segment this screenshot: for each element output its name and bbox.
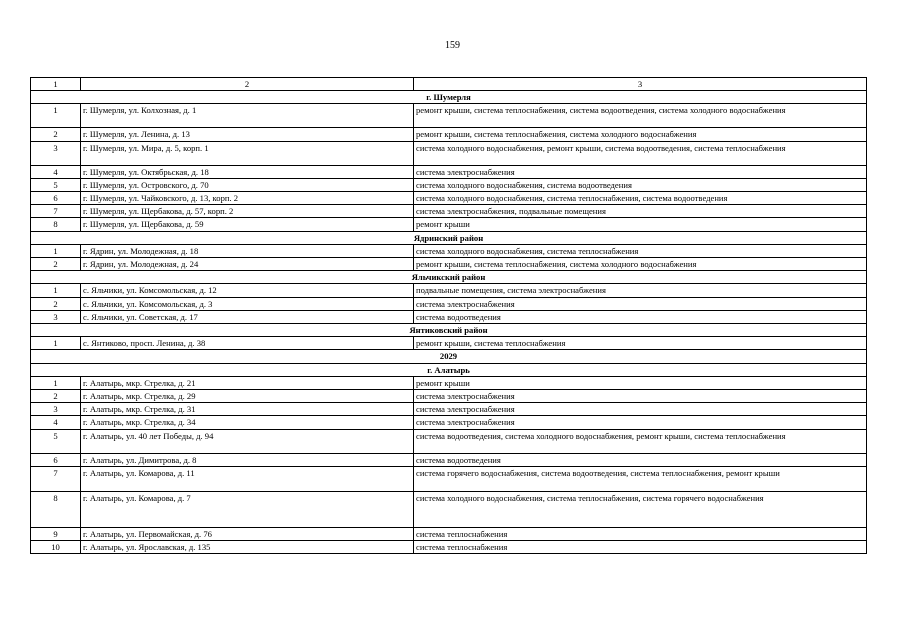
table-row [31, 376, 867, 389]
row-number-cell: 3 [31, 141, 81, 165]
table-row [31, 178, 867, 191]
address-cell: г. Шумерля, ул. Чайковского, д. 13, корп. 2 [81, 192, 414, 205]
works-cell: система электроснабжения [414, 403, 867, 416]
address-cell: г. Алатырь, ул. Димитрова, д. 8 [81, 453, 414, 466]
table-row [31, 390, 867, 403]
table-row [31, 429, 867, 453]
table-row [31, 104, 867, 128]
table-row [31, 466, 867, 491]
address-cell: с. Яльчики, ул. Комсомольская, д. 12 [81, 284, 414, 297]
table-row [31, 141, 867, 165]
row-number-cell: 2 [31, 297, 81, 310]
address-cell: г. Шумерля, ул. Ленина, д. 13 [81, 128, 414, 141]
row-number-cell: 7 [31, 205, 81, 218]
row-number-cell: 1 [31, 104, 81, 128]
address-cell: г. Ядрин, ул. Молодежная, д. 24 [81, 258, 414, 271]
table-row [31, 337, 867, 350]
section-header-row [31, 363, 867, 376]
works-cell: ремонт крыши [414, 376, 867, 389]
table-row [31, 527, 867, 540]
address-cell: г. Ядрин, ул. Молодежная, д. 18 [81, 244, 414, 257]
address-cell: г. Шумерля, ул. Октябрьская, д. 18 [81, 165, 414, 178]
address-cell: с. Яльчики, ул. Комсомольская, д. 3 [81, 297, 414, 310]
row-number-cell: 5 [31, 178, 81, 191]
works-cell: система электроснабжения [414, 416, 867, 429]
address-cell: г. Шумерля, ул. Щербакова, д. 57, корп. 2 [81, 205, 414, 218]
address-cell: г. Алатырь, мкр. Стрелка, д. 21 [81, 376, 414, 389]
table-row [31, 284, 867, 297]
row-number-cell: 1 [31, 244, 81, 257]
works-cell: ремонт крыши [414, 218, 867, 231]
address-cell: г. Шумерля, ул. Колхозная, д. 1 [81, 104, 414, 128]
section-title: г. Шумерля [31, 91, 867, 104]
works-cell: система электроснабжения [414, 165, 867, 178]
row-number-cell: 3 [31, 310, 81, 323]
section-header-row [31, 324, 867, 337]
column-number-row [31, 78, 867, 91]
section-title: г. Алатырь [31, 363, 867, 376]
work-schedule-table [30, 77, 867, 554]
table-row [31, 205, 867, 218]
table-row [31, 491, 867, 527]
row-number-cell: 9 [31, 527, 81, 540]
table-row [31, 297, 867, 310]
row-number-cell: 10 [31, 541, 81, 554]
works-cell: система водоотведения [414, 453, 867, 466]
row-number-cell: 1 [31, 376, 81, 389]
works-cell: ремонт крыши, система теплоснабжения, система холодного водоснабжения [414, 258, 867, 271]
row-number-cell: 3 [31, 403, 81, 416]
table-row [31, 244, 867, 257]
row-number-cell: 6 [31, 453, 81, 466]
address-cell: г. Алатырь, ул. Первомайская, д. 76 [81, 527, 414, 540]
section-title: Янтиковский район [31, 324, 867, 337]
row-number-cell: 1 [31, 284, 81, 297]
address-cell: г. Алатырь, ул. Комарова, д. 11 [81, 466, 414, 491]
row-number-cell: 4 [31, 416, 81, 429]
row-number-cell: 2 [31, 258, 81, 271]
works-cell: система холодного водоснабжения, система водоотведения [414, 178, 867, 191]
works-cell: система водоотведения, система холодного водоснабжения, ремонт крыши, система теплоснабжения [414, 429, 867, 453]
section-header-row [31, 231, 867, 244]
row-number-cell: 7 [31, 466, 81, 491]
row-number-cell: 1 [31, 337, 81, 350]
works-cell: система электроснабжения [414, 390, 867, 403]
works-cell: ремонт крыши, система теплоснабжения [414, 337, 867, 350]
row-number-cell: 8 [31, 218, 81, 231]
section-title: 2029 [31, 350, 867, 363]
works-cell: система водоотведения [414, 310, 867, 323]
address-cell: г. Шумерля, ул. Щербакова, д. 59 [81, 218, 414, 231]
address-cell: г. Алатырь, ул. 40 лет Победы, д. 94 [81, 429, 414, 453]
address-cell: г. Алатырь, мкр. Стрелка, д. 34 [81, 416, 414, 429]
row-number-cell: 2 [31, 390, 81, 403]
table-row [31, 403, 867, 416]
row-number-cell: 6 [31, 192, 81, 205]
table-row [31, 541, 867, 554]
column-header: 1 [31, 78, 81, 91]
table-row [31, 128, 867, 141]
table-row [31, 453, 867, 466]
table-row [31, 218, 867, 231]
address-cell: с. Яльчики, ул. Советская, д. 17 [81, 310, 414, 323]
row-number-cell: 5 [31, 429, 81, 453]
works-cell: система теплоснабжения [414, 541, 867, 554]
section-header-row [31, 271, 867, 284]
page-number: 159 [445, 40, 460, 51]
works-cell: система холодного водоснабжения, система теплоснабжения, система водоотведения [414, 192, 867, 205]
row-number-cell: 8 [31, 491, 81, 527]
row-number-cell: 4 [31, 165, 81, 178]
address-cell: г. Шумерля, ул. Мира, д. 5, корп. 1 [81, 141, 414, 165]
column-header: 2 [81, 78, 414, 91]
works-cell: подвальные помещения, система электроснабжения [414, 284, 867, 297]
address-cell: с. Янтиково, просп. Ленина, д. 38 [81, 337, 414, 350]
row-number-cell: 2 [31, 128, 81, 141]
works-cell: ремонт крыши, система теплоснабжения, система водоотведения, система холодного водоснабжения [414, 104, 867, 128]
address-cell: г. Алатырь, мкр. Стрелка, д. 31 [81, 403, 414, 416]
section-title: Яльчикский район [31, 271, 867, 284]
works-cell: система электроснабжения [414, 297, 867, 310]
table-body [31, 78, 867, 554]
address-cell: г. Алатырь, ул. Ярославская, д. 135 [81, 541, 414, 554]
table-row [31, 258, 867, 271]
works-cell: система электроснабжения, подвальные помещения [414, 205, 867, 218]
table-row [31, 192, 867, 205]
address-cell: г. Шумерля, ул. Островского, д. 70 [81, 178, 414, 191]
table-row [31, 165, 867, 178]
section-header-row [31, 350, 867, 363]
address-cell: г. Алатырь, ул. Комарова, д. 7 [81, 491, 414, 527]
section-header-row [31, 91, 867, 104]
address-cell: г. Алатырь, мкр. Стрелка, д. 29 [81, 390, 414, 403]
works-cell: система холодного водоснабжения, система теплоснабжения [414, 244, 867, 257]
works-cell: ремонт крыши, система теплоснабжения, система холодного водоснабжения [414, 128, 867, 141]
column-header: 3 [414, 78, 867, 91]
works-cell: система холодного водоснабжения, ремонт крыши, система водоотведения, система теплоснабжения [414, 141, 867, 165]
works-cell: система холодного водоснабжения, система теплоснабжения, система горячего водоснабжения [414, 491, 867, 527]
table-row [31, 416, 867, 429]
table-row [31, 310, 867, 323]
section-title: Ядринский район [31, 231, 867, 244]
works-cell: система теплоснабжения [414, 527, 867, 540]
works-cell: система горячего водоснабжения, система водоотведения, система теплоснабжения, ремонт крыши [414, 466, 867, 491]
